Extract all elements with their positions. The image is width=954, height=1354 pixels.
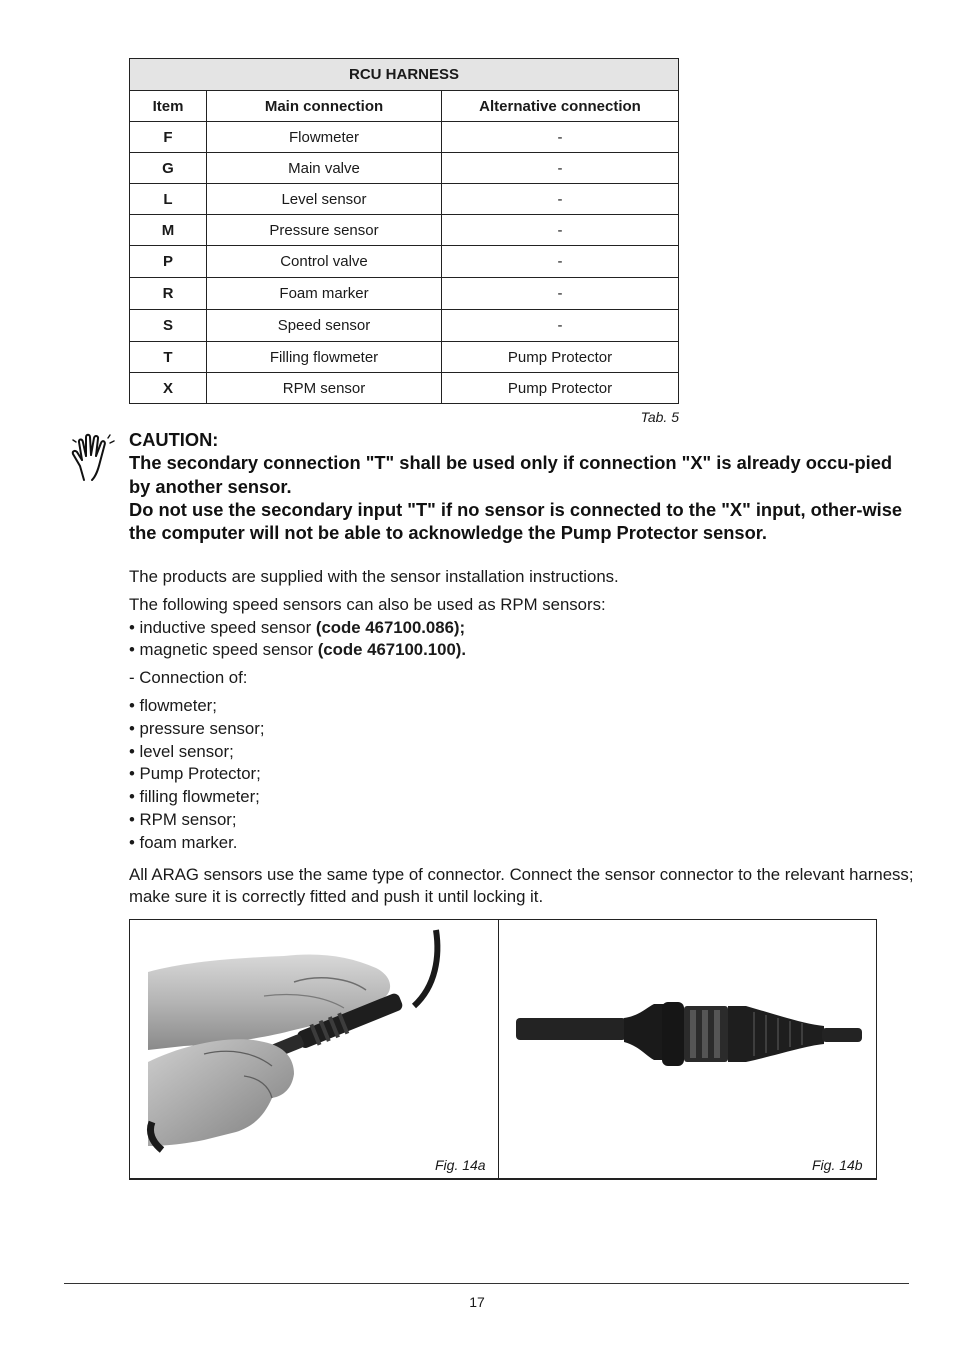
table-row <box>130 310 679 342</box>
alternative-connection-cell: - <box>442 246 679 278</box>
list-item: • filling flowmeter; <box>129 787 260 807</box>
page-number: 17 <box>469 1294 485 1310</box>
list-item: • pressure sensor; <box>129 718 265 738</box>
table-row <box>130 342 679 373</box>
table-row <box>130 153 679 184</box>
rcu-harness-table <box>129 58 679 404</box>
table-row <box>130 215 679 246</box>
item-cell: F <box>130 122 207 153</box>
caution-line-2: Do not use the secondary input "T" if no sensor is connected to the "X" input, other-wise the computer will not be able to acknowledge the Pump Protector sensor. <box>129 498 903 544</box>
footer-rule <box>64 1283 909 1284</box>
fig-14a-caption: Fig. 14a <box>435 1157 486 1173</box>
table-row <box>130 184 679 215</box>
caution-title: CAUTION: <box>129 429 219 450</box>
item-cell: L <box>130 184 207 215</box>
list-item-text: • inductive speed sensor <box>129 617 316 637</box>
alternative-connection-cell: - <box>442 278 679 310</box>
list-item <box>129 639 919 662</box>
main-connection-cell: Speed sensor <box>207 310 442 342</box>
figure-divider <box>498 920 499 1178</box>
alternative-connection-cell: Pump Protector <box>442 373 679 404</box>
item-cell: R <box>130 278 207 310</box>
alternative-connection-cell: - <box>442 215 679 246</box>
alternative-connection-cell: - <box>442 184 679 215</box>
paragraph-speed-sensors: The following speed sensors can also be used as RPM sensors: <box>129 594 606 614</box>
caution-line-1: The secondary connection "T" shall be used only if connection "X" is already occu-pied by another sensor. <box>129 452 893 497</box>
table-row <box>130 122 679 153</box>
column-header-item: Item <box>130 91 207 122</box>
item-cell: P <box>130 246 207 278</box>
column-header-main-connection: Main connection <box>207 91 442 122</box>
list-item: • RPM sensor; <box>129 809 237 829</box>
main-connection-cell: Control valve <box>207 246 442 278</box>
figure-frame <box>129 919 877 1180</box>
main-connection-cell: Flowmeter <box>207 122 442 153</box>
table-row <box>130 278 679 310</box>
list-item: • flowmeter; <box>129 695 217 715</box>
alternative-connection-cell: - <box>442 310 679 342</box>
main-connection-cell: Pressure sensor <box>207 215 442 246</box>
item-cell: M <box>130 215 207 246</box>
fig-14b-caption: Fig. 14b <box>812 1157 863 1173</box>
alternative-connection-cell: - <box>442 122 679 153</box>
main-connection-cell: Main valve <box>207 153 442 184</box>
list-item-code: (code 467100.086); <box>315 617 466 637</box>
item-cell: X <box>130 373 207 404</box>
table-caption: Tab. 5 <box>640 409 679 425</box>
item-cell: G <box>130 153 207 184</box>
paragraph-connector: All ARAG sensors use the same type of connector. Connect the sensor connector to the relevant harness; make sure it is correctly fitted and push it until locking it. <box>129 864 914 907</box>
paragraph-instructions: The products are supplied with the sensor installation instructions. <box>129 567 619 586</box>
table-row <box>130 373 679 404</box>
list-item-text: • magnetic speed sensor <box>129 640 318 660</box>
alternative-connection-cell: - <box>442 153 679 184</box>
main-connection-cell: Foam marker <box>207 278 442 310</box>
fig-14b-connector-image <box>514 990 864 1080</box>
item-cell: T <box>130 342 207 373</box>
table-row <box>130 246 679 278</box>
table-title: RCU HARNESS <box>130 59 679 91</box>
list-item: • foam marker. <box>129 832 238 852</box>
list-item <box>129 617 919 640</box>
fig-14a-hands-connector-image <box>144 926 484 1154</box>
list-item-code: (code 467100.100). <box>317 640 467 660</box>
hand-stop-icon <box>70 432 118 484</box>
connection-intro: - Connection of: <box>129 668 248 688</box>
item-cell: S <box>130 310 207 342</box>
column-header-alternative-connection: Alternative connection <box>442 91 679 122</box>
main-connection-cell: Level sensor <box>207 184 442 215</box>
list-item: • Pump Protector; <box>129 764 261 784</box>
main-connection-cell: RPM sensor <box>207 373 442 404</box>
caution-block <box>129 428 914 544</box>
list-item: • level sensor; <box>129 741 234 761</box>
alternative-connection-cell: Pump Protector <box>442 342 679 373</box>
main-connection-cell: Filling flowmeter <box>207 342 442 373</box>
body-text <box>129 566 919 909</box>
